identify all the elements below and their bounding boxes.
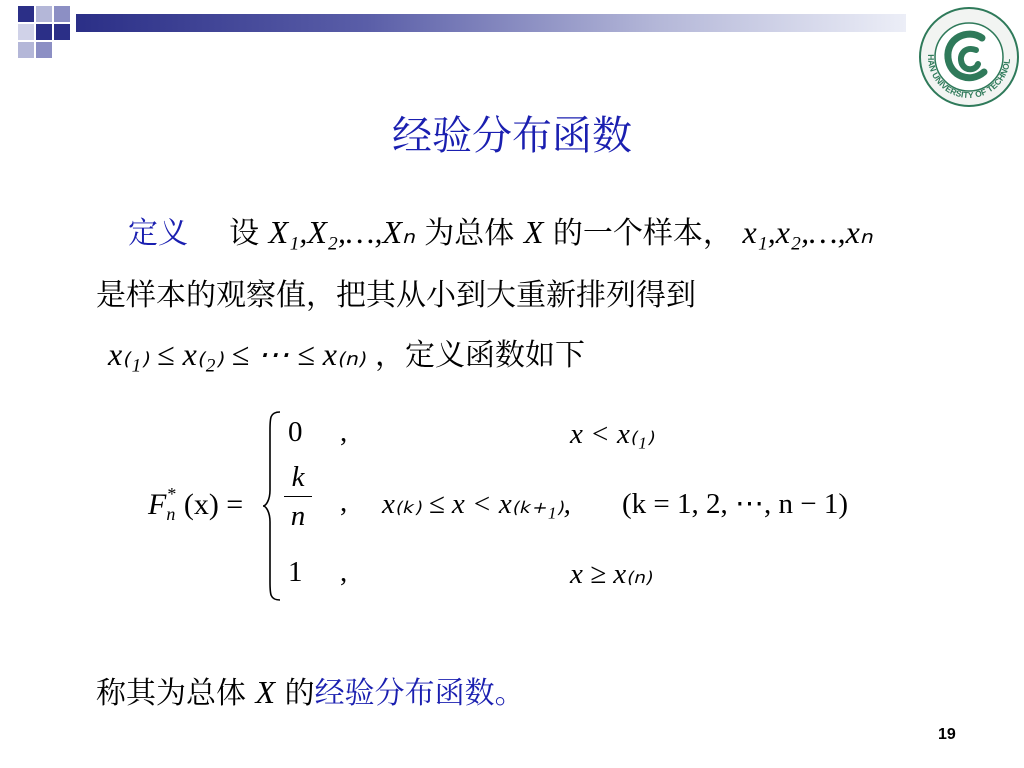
conclusion-term: 经验分布函数 [314,676,495,711]
deco-square [54,24,70,40]
case2-range: (k = 1, 2, ⋯, n − 1) [622,488,849,520]
case1-value: 0 [288,416,303,448]
text-sample: 的一个样本， [552,216,733,251]
header-band [0,0,1024,60]
header-gradient-bar [76,14,906,32]
case3-sep: , [340,556,348,588]
deco-square [36,24,52,40]
formula-lhs-F: F [148,488,167,521]
case2-condition: x₍ₖ₎ ≤ x < x₍ₖ₊₁₎, [382,488,571,520]
observed-values: x₁,x₂,…,xₙ [742,214,873,250]
formula-lhs-sub: n [166,504,176,524]
case2-denominator: n [290,500,306,532]
deco-square [18,6,34,22]
deco-square [36,6,52,22]
sample-variables: X₁,X₂,…,Xₙ [268,214,415,250]
logo-text: HAN UNIVERSITY OF TECHNOL [925,54,1013,101]
deco-square [54,6,70,22]
left-brace-icon [262,410,282,602]
university-seal-icon [918,6,1020,108]
conclusion-prefix: 称其为总体 [96,676,246,711]
deco-square [18,24,34,40]
conclusion-line [96,668,525,712]
text-define-function: ，定义函数如下 [375,338,585,373]
case1-sep: , [340,416,348,448]
deco-square [36,42,52,58]
definition-label: 定义 [128,216,188,251]
order-statistics: x₍₁₎ ≤ x₍₂₎ ≤ ⋯ ≤ x₍ₙ₎ [108,336,366,372]
text-population: 为总体 [424,216,515,251]
definition-line-2: 是样本的观察值，把其从小到大重新排列得到 [96,278,696,313]
text-she: 设 [229,216,260,251]
case3-value: 1 [288,556,303,588]
formula-lhs-arg: (x) = [183,488,244,521]
definition-line-3 [108,330,585,374]
case2-numerator: k [291,461,305,493]
slide-title: 经验分布函数 [392,113,632,159]
conclusion-end: 。 [494,676,525,711]
fraction-bar [284,496,312,497]
case3-condition: x ≥ x₍ₙ₎ [570,558,652,590]
conclusion-X: X [255,674,276,710]
page-number: 19 [938,726,956,743]
formula-lhs-sup: * [167,484,177,504]
deco-square [18,42,34,58]
population-X: X [523,214,544,250]
case2-sep: , [340,486,348,518]
case2-fraction [284,462,312,531]
case1-condition: x < x₍₁₎ [570,418,655,450]
conclusion-mid: 的 [284,676,315,711]
definition-line-1 [128,208,873,252]
